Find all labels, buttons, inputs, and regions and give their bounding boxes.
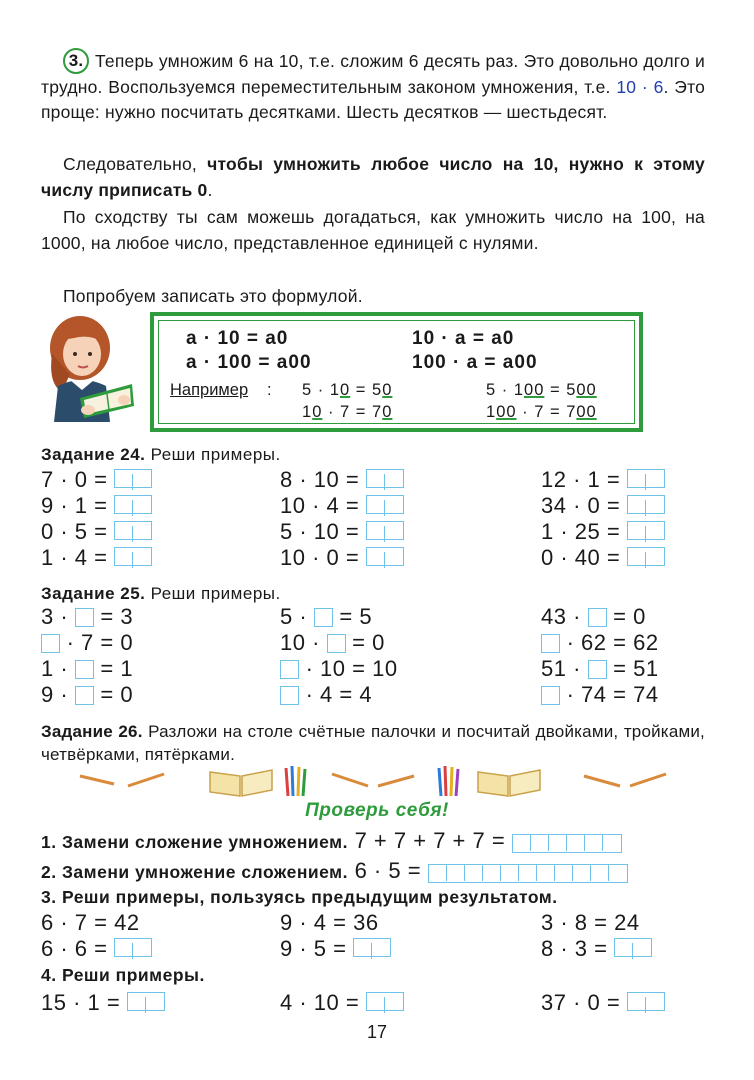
example-text: 10 · xyxy=(280,630,327,655)
check-q3-example xyxy=(41,936,152,962)
example-text: 1 · 25 = xyxy=(541,519,627,544)
missing-factor-box[interactable] xyxy=(541,686,560,705)
task24-example xyxy=(280,545,404,571)
example-text: 4 · 10 = xyxy=(280,990,366,1015)
open-book-icon xyxy=(474,762,544,800)
example-text: 0 · 40 = xyxy=(541,545,627,570)
missing-factor-box[interactable] xyxy=(280,686,299,705)
formula-box xyxy=(150,312,643,432)
intro-paragraph xyxy=(41,48,705,126)
task24-example xyxy=(541,493,665,519)
check-q2-expr: 6 · 5 = xyxy=(347,858,428,883)
check-q4-example xyxy=(41,990,165,1016)
answer-boxes[interactable] xyxy=(353,938,391,957)
task25-example xyxy=(280,630,385,656)
formula-row2-left: а · 100 = а00 xyxy=(186,352,312,373)
example-text: 1 · xyxy=(41,656,75,681)
task25-example xyxy=(541,630,659,656)
task25-example xyxy=(41,630,133,656)
example-text: 6 · 7 = 42 xyxy=(41,910,140,935)
missing-factor-box[interactable] xyxy=(588,608,607,627)
example-text: 9 · xyxy=(41,682,75,707)
example-text: 10 · 0 = xyxy=(280,545,366,570)
check-q3-example xyxy=(280,936,391,962)
answer-boxes[interactable] xyxy=(627,547,665,566)
task24-label: Задание 24. xyxy=(41,445,146,464)
task25-example xyxy=(280,604,372,630)
hint-paragraph: По сходству ты сам можешь догадаться, как умножить число на 100, на 1000, на любое число, представленное единицей с нулями. xyxy=(41,207,705,253)
ex3-part: = 5 xyxy=(544,381,577,399)
example-text: = 51 xyxy=(606,656,659,681)
missing-factor-box[interactable] xyxy=(588,660,607,679)
rule-prefix: Следовательно, xyxy=(63,154,208,174)
missing-factor-box[interactable] xyxy=(314,608,333,627)
ex2-part: · 7 = 7 xyxy=(322,403,383,421)
task24-example xyxy=(41,493,152,519)
task25-example xyxy=(541,604,646,630)
missing-factor-box[interactable] xyxy=(41,634,60,653)
missing-factor-box[interactable] xyxy=(280,660,299,679)
answer-boxes[interactable] xyxy=(627,521,665,540)
task25-example xyxy=(280,656,398,682)
example-text: 9 · 4 = 36 xyxy=(280,910,379,935)
task24-example xyxy=(280,493,404,519)
example-text: = 0 xyxy=(345,630,385,655)
answer-boxes[interactable] xyxy=(114,495,152,514)
answer-boxes[interactable] xyxy=(512,834,622,853)
example-text: 5 · 10 = xyxy=(280,519,366,544)
formula-row1-left: а · 10 = а0 xyxy=(186,328,289,349)
task24-example xyxy=(541,545,665,571)
answer-boxes[interactable] xyxy=(366,992,404,1011)
counting-sticks-icon xyxy=(328,762,418,800)
example-text: = 3 xyxy=(93,604,134,629)
task25-example xyxy=(41,656,133,682)
formula-intro: Попробуем записать это формулой. xyxy=(63,286,363,306)
answer-boxes[interactable] xyxy=(114,547,152,566)
example-text: 34 · 0 = xyxy=(541,493,627,518)
task26-text: Разложи на столе счётные палочки и посчитай двойками, тройками, четвёрками, пятёрками. xyxy=(41,722,705,764)
example-text: = 1 xyxy=(93,656,134,681)
rule-paragraph xyxy=(41,152,705,203)
ex3-underlined: 00 xyxy=(576,381,597,399)
intro-line3: Шесть десятков — шестьдесят. xyxy=(346,102,608,122)
example-text: 15 · 1 = xyxy=(41,990,127,1015)
task25-text: Реши примеры. xyxy=(145,584,281,603)
check-q2 xyxy=(41,858,628,884)
example-text: · 62 = 62 xyxy=(560,630,659,655)
example-text: = 0 xyxy=(606,604,646,629)
task25-example xyxy=(41,604,133,630)
task25-heading xyxy=(41,584,281,604)
check-q4-example xyxy=(541,990,665,1016)
example-text: 8 · 10 = xyxy=(280,467,366,492)
answer-boxes[interactable] xyxy=(627,469,665,488)
task25-label: Задание 25. xyxy=(41,584,146,603)
ex1-underlined: 0 xyxy=(382,381,393,399)
example-text: 0 · 5 = xyxy=(41,519,115,544)
check-q3-example xyxy=(280,910,379,936)
intro-line1: Теперь умножим 6 на 10, т.е. сложим 6 десять раз. Это довольно долго и трудно. Воспользуемся переместительным законом умножения, т.е. xyxy=(41,51,705,97)
ex4-underlined: 00 xyxy=(576,403,597,421)
answer-boxes[interactable] xyxy=(114,469,152,488)
check-q4: 4. Реши примеры. xyxy=(41,965,205,985)
answer-boxes[interactable] xyxy=(114,938,152,957)
example-text: · 74 = 74 xyxy=(560,682,659,707)
example-3 xyxy=(486,381,597,400)
pencils-icon xyxy=(282,762,308,800)
check-q3: 3. Реши примеры, пользуясь предыдущим результатом. xyxy=(41,887,558,907)
check-q3-example xyxy=(541,936,652,962)
example-2 xyxy=(302,403,392,422)
ex1-part: 5 · 1 xyxy=(302,381,341,399)
example-text: 8 · 3 = xyxy=(541,936,615,961)
rule-suffix: . xyxy=(207,179,213,200)
missing-factor-box[interactable] xyxy=(75,686,94,705)
example-label-text: Например xyxy=(170,381,249,399)
counting-sticks-icon xyxy=(76,762,170,800)
example-text: 3 · xyxy=(41,604,75,629)
task24-example xyxy=(280,467,404,493)
missing-factor-box[interactable] xyxy=(541,634,560,653)
girl-reading-illustration xyxy=(40,314,136,422)
task25-example xyxy=(280,682,372,708)
ex2-underlined: 0 xyxy=(382,403,393,421)
example-text: 7 · 0 = xyxy=(41,467,115,492)
example-1 xyxy=(302,381,392,400)
example-text: 10 · 4 = xyxy=(280,493,366,518)
task26-paragraph xyxy=(41,720,705,766)
open-book-icon xyxy=(206,762,276,800)
ex1-part: = 5 xyxy=(350,381,383,399)
ex3-underlined: 00 xyxy=(524,381,545,399)
answer-boxes[interactable] xyxy=(366,469,404,488)
example-text: 6 · 6 = xyxy=(41,936,115,961)
ex4-part: 1 xyxy=(486,403,497,421)
formula-row1-right: 10 · а = а0 xyxy=(412,328,515,349)
task25-example xyxy=(41,682,133,708)
missing-factor-box[interactable] xyxy=(75,660,94,679)
check-q2-text: 2. Замени умножение сложением. xyxy=(41,862,348,882)
answer-boxes[interactable] xyxy=(114,521,152,540)
task24-example xyxy=(41,519,152,545)
ex1-underlined: 0 xyxy=(340,381,351,399)
intro-expression: 10 · 6 xyxy=(616,76,664,97)
check-q3-example xyxy=(541,910,640,936)
missing-factor-box[interactable] xyxy=(327,634,346,653)
answer-boxes[interactable] xyxy=(614,938,652,957)
answer-boxes[interactable] xyxy=(627,992,665,1011)
missing-factor-box[interactable] xyxy=(75,608,94,627)
example-4 xyxy=(486,403,597,422)
example-text: · 7 = 0 xyxy=(60,630,134,655)
ex3-part: 5 · 1 xyxy=(486,381,525,399)
example-text: · 4 = 4 xyxy=(299,682,373,707)
answer-boxes[interactable] xyxy=(366,521,404,540)
example-text: 12 · 1 = xyxy=(541,467,627,492)
example-text: = 0 xyxy=(93,682,134,707)
example-colon: : xyxy=(267,381,273,399)
example-text: 9 · 5 = xyxy=(280,936,354,961)
formula-row2-right: 100 · а = а00 xyxy=(412,352,538,373)
ex4-part: · 7 = 7 xyxy=(516,403,577,421)
answer-boxes[interactable] xyxy=(127,992,165,1011)
example-text: = 5 xyxy=(332,604,373,629)
exercise-number: 3. xyxy=(63,48,89,74)
rule-bold: чтобы умножить любое число на 10, нужно к этому числу приписать 0 xyxy=(41,154,705,200)
ex2-underlined: 0 xyxy=(312,403,323,421)
task25-example xyxy=(541,656,659,682)
task24-example xyxy=(541,519,665,545)
task24-example xyxy=(41,545,152,571)
check-q3-example xyxy=(41,910,140,936)
ex4-underlined: 00 xyxy=(496,403,517,421)
example-text: 5 · xyxy=(280,604,314,629)
example-label xyxy=(170,381,248,400)
check-q4-example xyxy=(280,990,404,1016)
answer-boxes[interactable] xyxy=(428,864,628,883)
task25-example xyxy=(541,682,659,708)
ex2-part: 1 xyxy=(302,403,313,421)
task26-label: Задание 26. xyxy=(41,722,143,741)
answer-boxes[interactable] xyxy=(627,495,665,514)
task24-example xyxy=(41,467,152,493)
intro-line2: . Это проще: нужно посчитать десятками. xyxy=(41,76,706,122)
check-yourself-title: Проверь себя! xyxy=(305,800,449,821)
task24-heading xyxy=(41,445,281,465)
example-text: · 10 = 10 xyxy=(299,656,398,681)
pencils-icon xyxy=(436,762,462,800)
example-text: 1 · 4 = xyxy=(41,545,115,570)
task24-text: Реши примеры. xyxy=(145,445,281,464)
check-q1-text: 1. Замени сложение умножением. xyxy=(41,832,348,852)
example-text: 3 · 8 = 24 xyxy=(541,910,640,935)
example-text: 51 · xyxy=(541,656,588,681)
task24-example xyxy=(541,467,665,493)
example-text: 37 · 0 = xyxy=(541,990,627,1015)
example-text: 43 · xyxy=(541,604,588,629)
answer-boxes[interactable] xyxy=(366,547,404,566)
example-text: 9 · 1 = xyxy=(41,493,115,518)
page-number: 17 xyxy=(366,1022,388,1042)
check-q1 xyxy=(41,828,622,854)
check-q1-expr: 7 + 7 + 7 + 7 = xyxy=(347,828,512,853)
task24-example xyxy=(280,519,404,545)
counting-sticks-icon xyxy=(580,762,670,800)
answer-boxes[interactable] xyxy=(366,495,404,514)
